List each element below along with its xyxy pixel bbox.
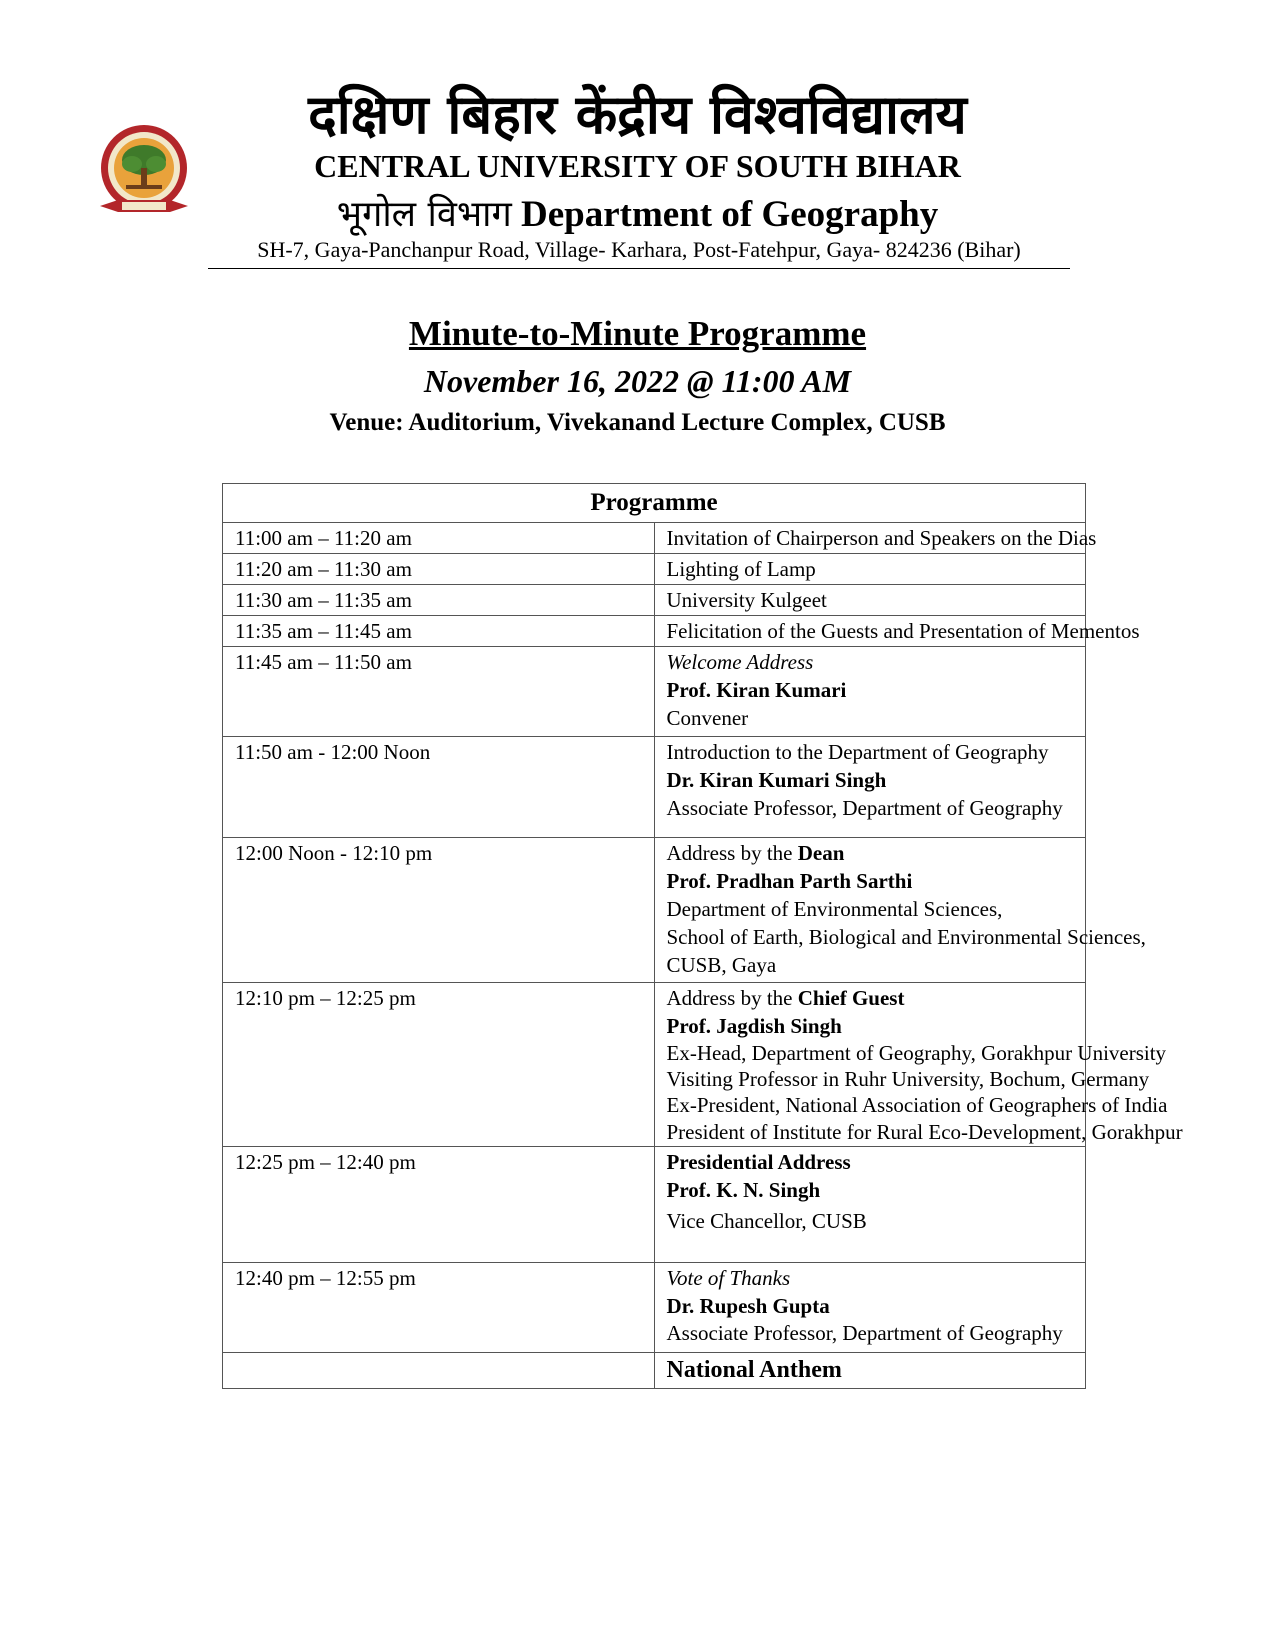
table-header: Programme [223, 484, 1086, 523]
table-row [223, 838, 1086, 983]
item-cell [654, 983, 1183, 1147]
speaker-affiliation: Visiting Professor in Ruhr University, Bochum, Germany [666, 1067, 1150, 1091]
speaker-name: Dr. Kiran Kumari Singh [666, 768, 887, 792]
speaker-affiliation: Department of Environmental Sciences, [666, 897, 1003, 921]
item-title [667, 839, 1086, 867]
table-row [223, 1263, 1086, 1353]
time-cell: 11:50 am - 12:00 Noon [223, 737, 655, 838]
programme-table [222, 483, 1183, 1389]
item-cell [654, 647, 1086, 737]
item-cell [654, 554, 1086, 585]
item-cell [654, 737, 1086, 838]
speaker-name: Prof. Jagdish Singh [666, 1014, 842, 1038]
time-cell: 12:25 pm – 12:40 pm [223, 1147, 655, 1263]
item-cell [654, 1263, 1086, 1353]
time-cell: 12:10 pm – 12:25 pm [223, 983, 655, 1147]
speaker-affiliation: Ex-Head, Department of Geography, Gorakhpur University [666, 1041, 1167, 1065]
programme-venue: Venue: Auditorium, Vivekanand Lecture Complex, CUSB [329, 409, 946, 436]
item-title [667, 984, 1086, 1012]
item-title: Presidential Address [666, 1150, 851, 1174]
speaker-name: Prof. Pradhan Parth Sarthi [666, 869, 913, 893]
department-name-hindi: भूगोल विभाग [336, 194, 512, 235]
time-cell: 11:30 am – 11:35 am [223, 585, 655, 616]
speaker-name: Prof. K. N. Singh [666, 1178, 821, 1202]
item-title: Welcome Address [666, 650, 814, 674]
item-cell [654, 1353, 1086, 1389]
table-row [223, 1147, 1086, 1263]
department-name-english: Department of Geography [521, 194, 939, 235]
item-title: Introduction to the Department of Geography [666, 740, 1049, 764]
table-row [223, 554, 1086, 585]
speaker-affiliation: School of Earth, Biological and Environmental Sciences, [666, 925, 1146, 949]
time-cell: 11:20 am – 11:30 am [223, 554, 655, 585]
item-title: Lighting of Lamp [666, 557, 816, 581]
header-divider [208, 268, 1070, 269]
table-row [223, 616, 1086, 647]
table-row [223, 647, 1086, 737]
table-row [223, 523, 1086, 554]
item-title: Vote of Thanks [666, 1266, 791, 1290]
university-address: SH-7, Gaya-Panchanpur Road, Village- Karhara, Post-Fatehpur, Gaya- 824236 (Bihar) [257, 237, 1021, 262]
time-cell [223, 1353, 655, 1389]
speaker-name: Dr. Rupesh Gupta [666, 1294, 830, 1318]
university-name-english: CENTRAL UNIVERSITY OF SOUTH BIHAR [314, 148, 961, 184]
item-cell [654, 1147, 1086, 1263]
item-cell [654, 585, 1086, 616]
table-header-row [223, 484, 1086, 523]
table-row [223, 983, 1086, 1147]
item-title-role: Chief Guest [797, 986, 905, 1010]
item-cell [654, 616, 1140, 647]
programme-heading: Minute-to-Minute Programme [408, 314, 867, 353]
item-title: Felicitation of the Guests and Presentation of Mementos [666, 619, 1140, 643]
item-title-role: Dean [797, 841, 845, 865]
speaker-affiliation: Ex-President, National Association of Geographers of India [666, 1093, 1168, 1117]
item-title: National Anthem [666, 1357, 842, 1383]
speaker-affiliation: CUSB, Gaya [666, 953, 777, 977]
time-cell: 12:00 Noon - 12:10 pm [223, 838, 655, 983]
programme-date: November 16, 2022 @ 11:00 AM [423, 363, 852, 399]
time-cell: 11:35 am – 11:45 am [223, 616, 655, 647]
time-cell: 11:45 am – 11:50 am [223, 647, 655, 737]
speaker-affiliation: President of Institute for Rural Eco-Development, Gorakhpur [666, 1120, 1183, 1144]
item-cell [654, 523, 1097, 554]
department-line [0, 192, 1275, 238]
item-cell [654, 838, 1146, 983]
speaker-designation: Associate Professor, Department of Geography [666, 796, 1063, 820]
table-row [223, 1353, 1086, 1389]
time-cell: 11:00 am – 11:20 am [223, 523, 655, 554]
item-title-prefix: Address by the [666, 986, 793, 1010]
speaker-designation: Convener [666, 706, 749, 730]
time-cell: 12:40 pm – 12:55 pm [223, 1263, 655, 1353]
speaker-designation: Associate Professor, Department of Geography [666, 1321, 1063, 1345]
item-title-prefix: Address by the [666, 841, 793, 865]
university-name-hindi: दक्षिण बिहार केंद्रीय विश्वविद्यालय [308, 83, 967, 146]
table-row [223, 737, 1086, 838]
speaker-name: Prof. Kiran Kumari [666, 678, 847, 702]
item-title: Invitation of Chairperson and Speakers on the Dias [666, 526, 1097, 550]
item-title: University Kulgeet [666, 588, 827, 612]
table-row [223, 585, 1086, 616]
speaker-designation: Vice Chancellor, CUSB [666, 1209, 867, 1233]
